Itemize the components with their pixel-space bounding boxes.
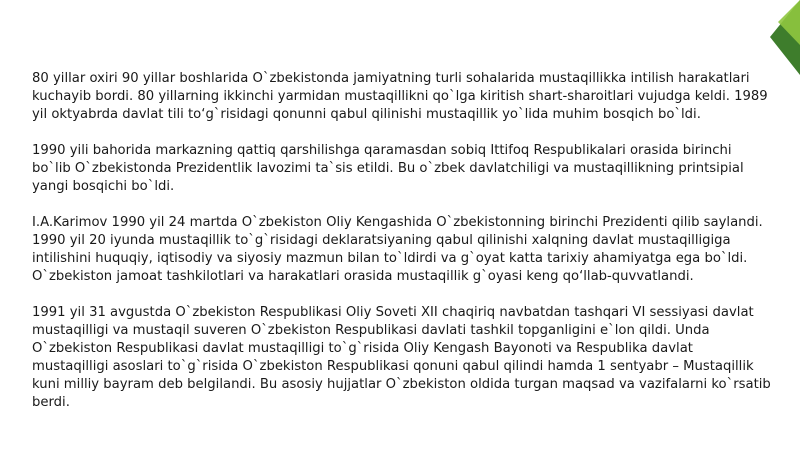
slide-body-text	[32, 70, 772, 412]
corner-decoration	[740, 0, 800, 75]
paragraph-1: 80 yillar oxiri 90 yillar boshlarida O`zbekistonda jamiyatning turli sohalarida mustaqillikka intilish harakatlari kuchayib bordi. 80 yillarning ikkinchi yarmidan mustaqillikni qo`lga kiritish shart-sharoitlari vujudga keldi. 1989 yil oktyabrda davlat tili to‘g`risidagi qonunni qabul qilinishi mustaqillik yo`lida muhim bosqich bo`ldi.	[32, 71, 768, 122]
paragraph-3: I.A.Karimov 1990 yil 24 martda O`zbekiston Oliy Kengashida O`zbekistonning birinchi Prezidenti qilib saylandi. 1990 yil 20 iyunda mustaqillik to`g`risidagi deklaratsiyaning qabul qilinishi xalqning davlat mustaqilligiga intilishini huquqiy, iqtisodiy va siyosiy mazmun bilan to`ldirdi va g`oyat katta tarixiy ahamiyatga ega bo`ldi. O`zbekiston jamoat tashkilotlari va harakatlari orasida mustaqillik g`oyasi keng qo‘llab-quvvatlandi.	[32, 215, 763, 284]
paragraph-2: 1990 yili bahorida markazning qattiq qarshilishga qaramasdan sobiq Ittifoq Respublikalari orasida birinchi bo`lib O`zbekistonda Prezidentlik lavozimi ta`sis etildi. Bu o`zbek davlatchiligi va mustaqillikning printsipial yangi bosqichi bo`ldi.	[32, 143, 744, 194]
paragraph-4: 1991 yil 31 avgustda O`zbekiston Respublikasi Oliy Soveti XII chaqiriq navbatdan tashqari VI sessiyasi davlat mustaqilligi va mustaqil suveren O`zbekiston Respublikasi davlati tashkil topganligini e`lon qildi. Unda O`zbekiston Respublikasi davlat mustaqilligi to`g`risida Oliy Kengash Bayonoti va Respublika davlat mustaqilligi asoslari to`g`risida O`zbekiston Respublikasi qonuni qabul qilindi hamda 1 sentyabr – Mustaqillik kuni milliy bayram deb belgilandi. Bu asosiy hujjatlar O`zbekiston oldida turgan maqsad va vazifalarni ko`rsatib berdi.	[32, 305, 771, 410]
